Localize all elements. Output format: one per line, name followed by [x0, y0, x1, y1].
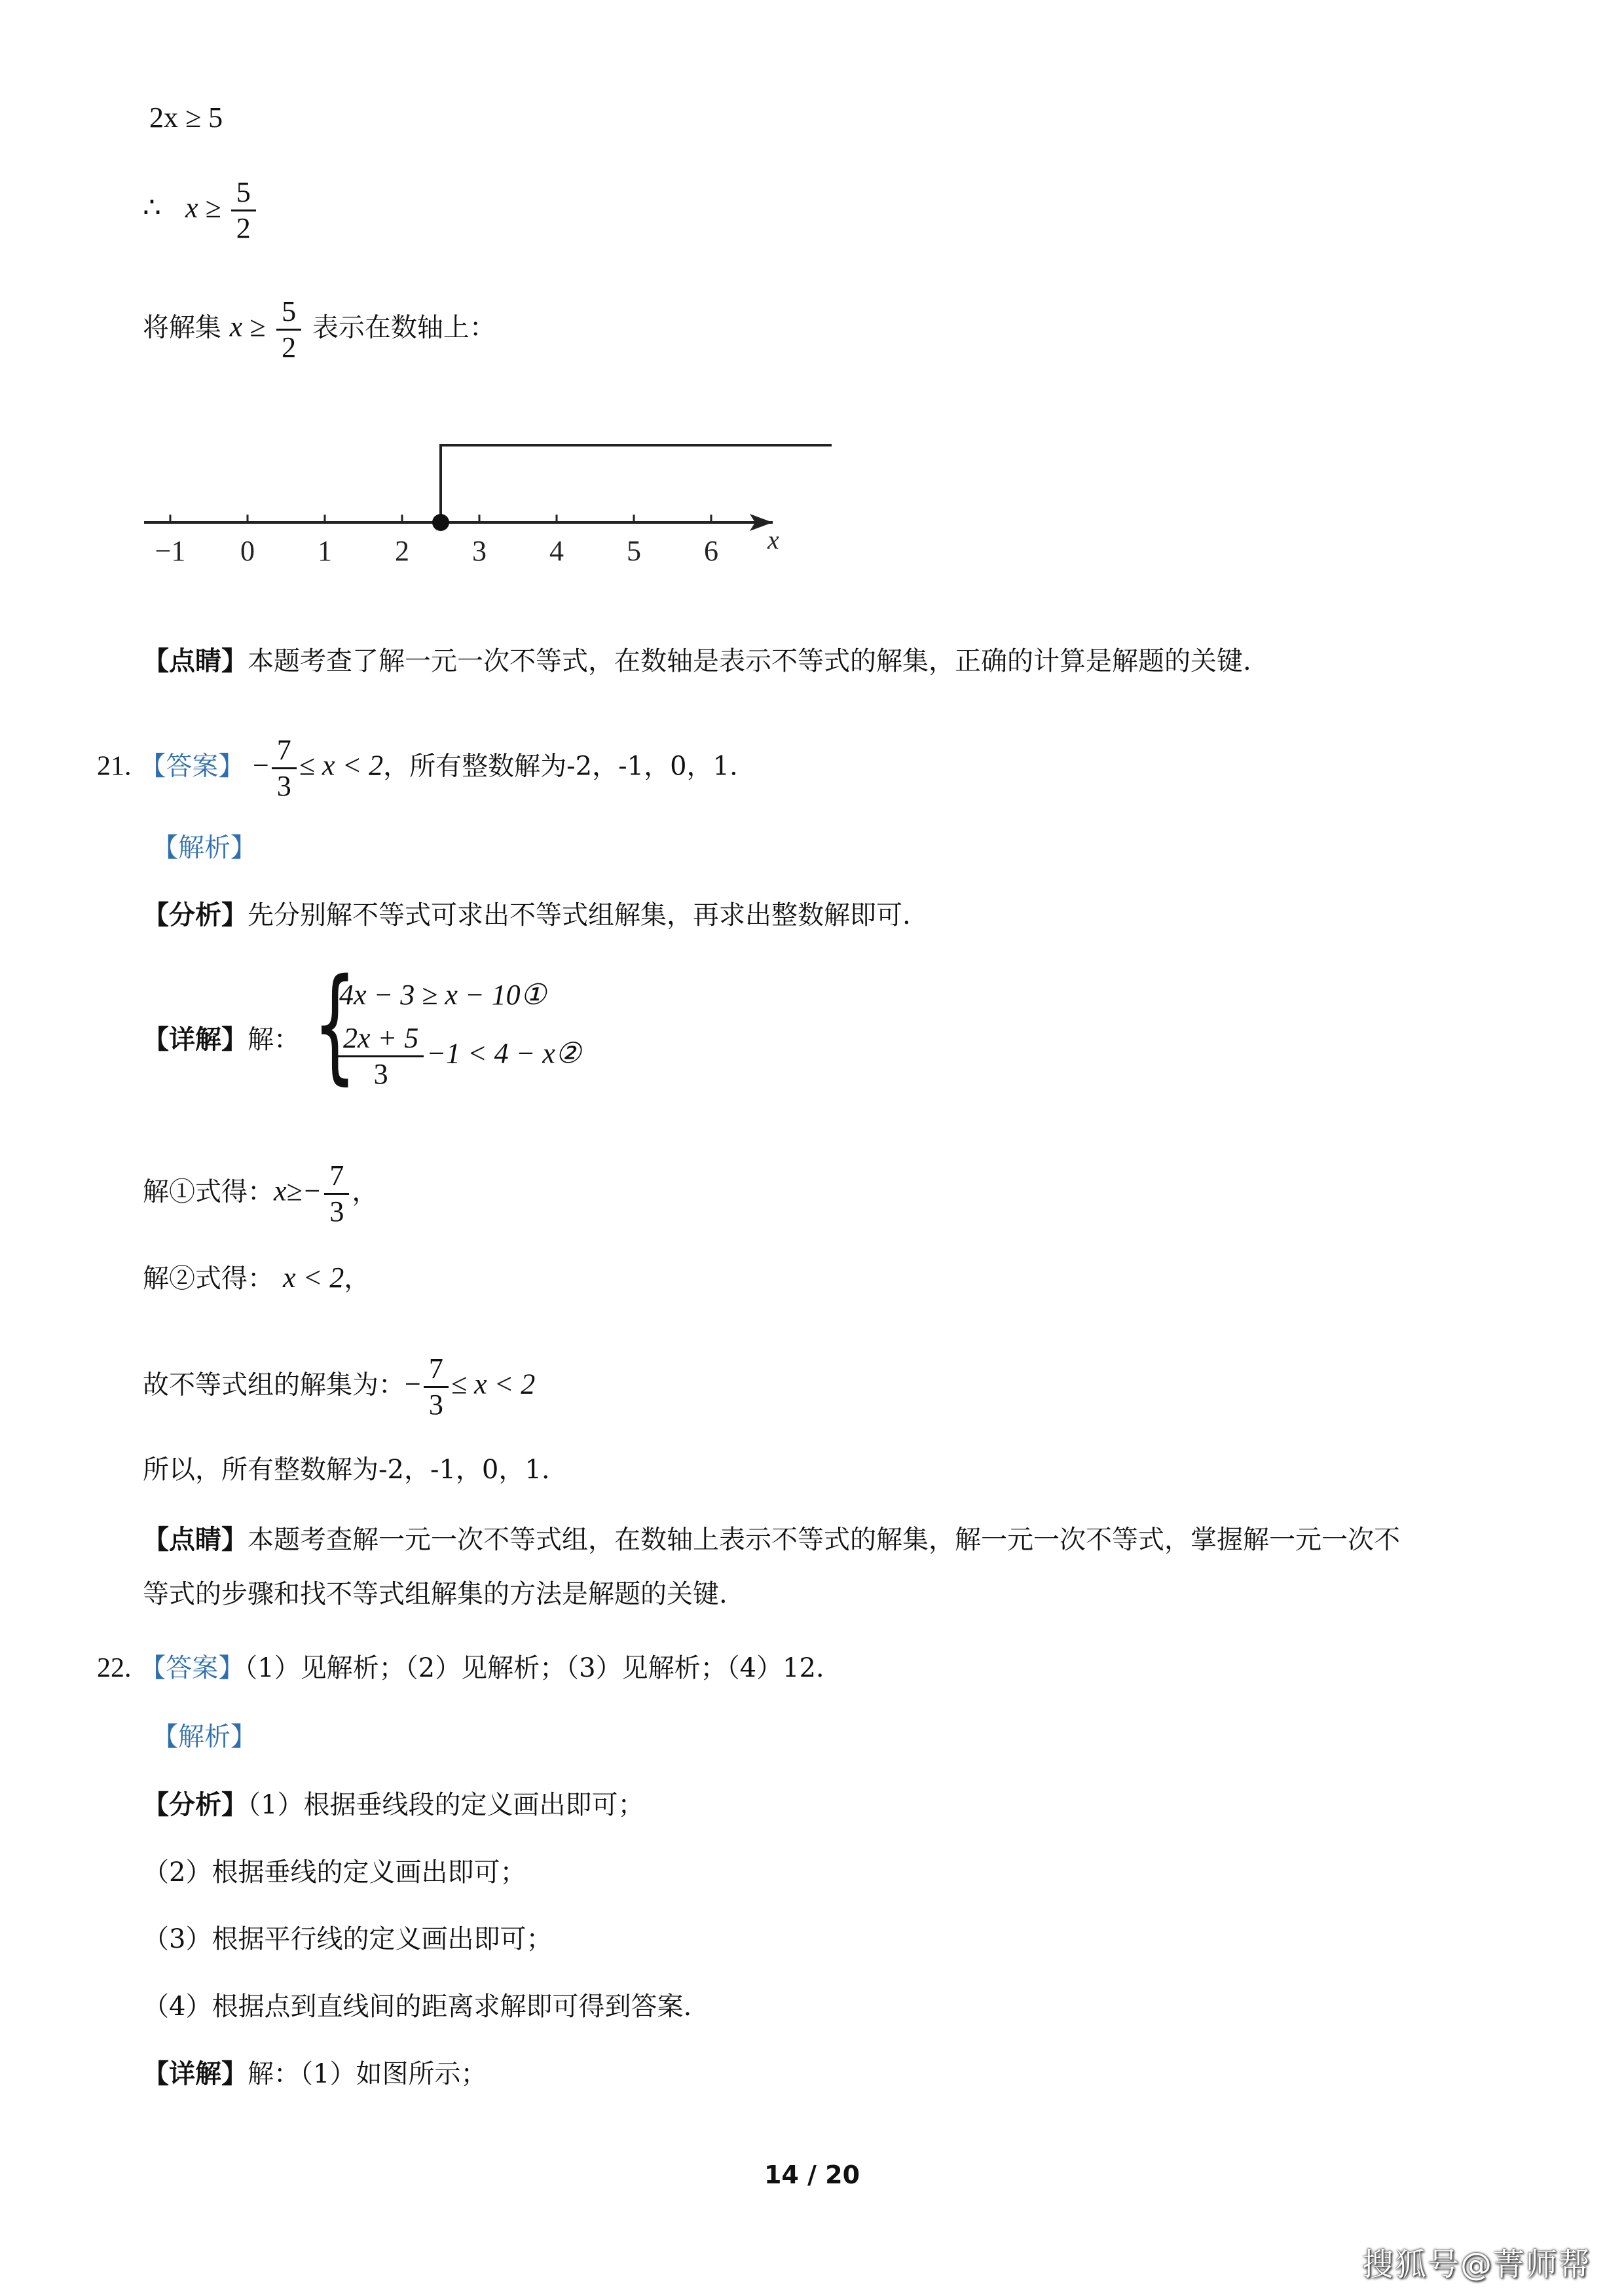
- fraction-numerator: 2x + 5: [338, 1021, 424, 1057]
- fraction: [272, 733, 297, 803]
- therefore-symbol: ∴: [143, 191, 161, 224]
- system-line-2: [335, 1021, 581, 1091]
- solution-ray: [441, 445, 832, 522]
- page-number: 14: [764, 2160, 799, 2189]
- xiangjie-text: 解：（1）如图所示；: [248, 2059, 487, 2089]
- text-post: 表示在数轴上：: [312, 312, 496, 343]
- dianjing-tag: 【点睛】: [143, 646, 248, 676]
- fenxi-text: 先分别解不等式可求出不等式组解集，再求出整数解即可.: [248, 900, 911, 930]
- fraction: [276, 295, 301, 365]
- step3-pre: 故不等式组的解集为：: [143, 1370, 405, 1400]
- tick-label: 6: [704, 535, 718, 567]
- watermark: 搜狐号@菁师帮: [1361, 2246, 1591, 2283]
- fraction-denominator: 3: [276, 770, 291, 802]
- dianjing-text-1: 本题考查解一元一次不等式组，在数轴上表示不等式的解集，解一元一次不等式，掌握解一元一次不: [248, 1525, 1400, 1555]
- number-line: [138, 432, 845, 583]
- fraction: [338, 1021, 424, 1091]
- step1-line: [143, 1159, 378, 1229]
- fenxi-item-4: （4）根据点到直线间的距离求解即可得到答案.: [143, 1992, 692, 2022]
- step3-line: [143, 1352, 535, 1422]
- jiexi-tag-21: 【解析】: [152, 833, 257, 863]
- solid-point: [432, 514, 449, 531]
- xiangjie-21: [143, 1020, 300, 1059]
- fraction-numerator: 7: [424, 1352, 449, 1388]
- number-line-group: [144, 445, 832, 567]
- xiangjie-tag: 【详解】: [143, 1024, 248, 1055]
- tick-label: 5: [627, 535, 641, 567]
- fraction: [231, 175, 256, 246]
- answer-text: （1）见解析；（2）见解析；（3）见解析；（4）12.: [244, 1653, 824, 1683]
- fraction-numerator: 7: [272, 733, 297, 769]
- dianjing-tag: 【点睛】: [143, 1524, 248, 1555]
- fraction-denominator: 3: [428, 1389, 443, 1421]
- fenxi-item-3: （3）根据平行线的定义画出即可；: [143, 1924, 553, 1954]
- answer-tag: 【答案】: [139, 1653, 245, 1683]
- fenxi-tag: 【分析】: [143, 900, 248, 930]
- fraction-numerator: 5: [276, 295, 301, 331]
- equation-2x-ge-5: [149, 98, 223, 137]
- dianjing-text: 本题考查了解一元一次不等式，在数轴是表示不等式的解集，正确的计算是解题的关键.: [248, 646, 1251, 676]
- q22-answer-line: [97, 1649, 824, 1688]
- page-separator: /: [798, 2160, 826, 2189]
- equation-therefore: [143, 175, 259, 246]
- fenxi-item-1: （1）根据垂线段的定义画出即可；: [248, 1790, 644, 1820]
- fraction-denominator: 3: [329, 1195, 344, 1228]
- tick-label: 1: [318, 535, 332, 567]
- fenxi-21: [143, 896, 911, 935]
- left-brace: {: [313, 952, 357, 1097]
- tick-label: 4: [549, 535, 564, 567]
- step2-math: x < 2: [283, 1262, 344, 1294]
- step1-post: ，: [352, 1176, 378, 1207]
- minus-sign: −: [252, 749, 269, 782]
- question-number: 22.: [97, 1653, 132, 1683]
- fenxi-tag: 【分析】: [143, 1789, 248, 1820]
- inequality-lhs: x ≥: [229, 310, 266, 343]
- inequality-rest: ≤ x < 2: [299, 749, 384, 782]
- fraction-denominator: 2: [236, 212, 251, 244]
- system-line-1: 4x − 3 ≥ x − 10①: [339, 979, 547, 1011]
- answer-tag: 【答案】: [139, 751, 245, 782]
- inequality-rest: −1 < 4 − x②: [426, 1037, 581, 1070]
- fraction-denominator: 3: [373, 1058, 388, 1090]
- equation-text: 2x ≥ 5: [149, 101, 223, 134]
- text-pre: 将解集: [143, 312, 221, 343]
- minus-sign: −: [405, 1368, 421, 1400]
- tick-label: 3: [472, 535, 487, 567]
- answer-text: ，所有整数解为-2，-1，0，1.: [383, 751, 738, 782]
- page-footer: [0, 2160, 1624, 2189]
- dianjing-21-line2: 等式的步骤和找不等式组解集的方法是解题的关键.: [143, 1579, 728, 1609]
- page-total: 20: [825, 2160, 860, 2189]
- xiangjie-tag: 【详解】: [143, 2058, 248, 2089]
- inequality-rest: ≤ x < 2: [451, 1368, 536, 1400]
- step2-line: [143, 1258, 370, 1298]
- fraction: [324, 1159, 349, 1229]
- step1-pre: 解①式得：: [143, 1176, 274, 1207]
- step4-line: 所以，所有整数解为-2，-1，0，1.: [143, 1455, 550, 1485]
- axis-label: x: [767, 525, 779, 555]
- step2-pre: 解②式得：: [143, 1264, 274, 1294]
- fraction-numerator: 7: [324, 1159, 349, 1195]
- q21-answer-line: [97, 733, 738, 803]
- fraction-denominator: 2: [282, 331, 297, 363]
- fraction: [424, 1352, 449, 1422]
- xiangjie-pre: 解：: [248, 1025, 300, 1055]
- tick-label: 0: [240, 535, 255, 567]
- dianjing-21: [143, 1520, 1400, 1559]
- xiangjie-22: [143, 2054, 487, 2094]
- solution-set-line: [143, 295, 496, 365]
- step2-post: ，: [344, 1264, 371, 1294]
- tick-label: 2: [395, 535, 409, 567]
- tick-label: −1: [155, 535, 186, 567]
- inequality-lhs: x ≥: [185, 191, 221, 224]
- fenxi-item-2: （2）根据垂线的定义画出即可；: [143, 1857, 526, 1887]
- step1-lhs: x≥−: [274, 1175, 322, 1207]
- jiexi-tag-22: 【解析】: [152, 1722, 257, 1752]
- fraction-numerator: 5: [231, 175, 256, 211]
- question-number: 21.: [97, 751, 132, 782]
- dianjing-20: [143, 642, 1251, 681]
- fenxi-22: [143, 1785, 644, 1825]
